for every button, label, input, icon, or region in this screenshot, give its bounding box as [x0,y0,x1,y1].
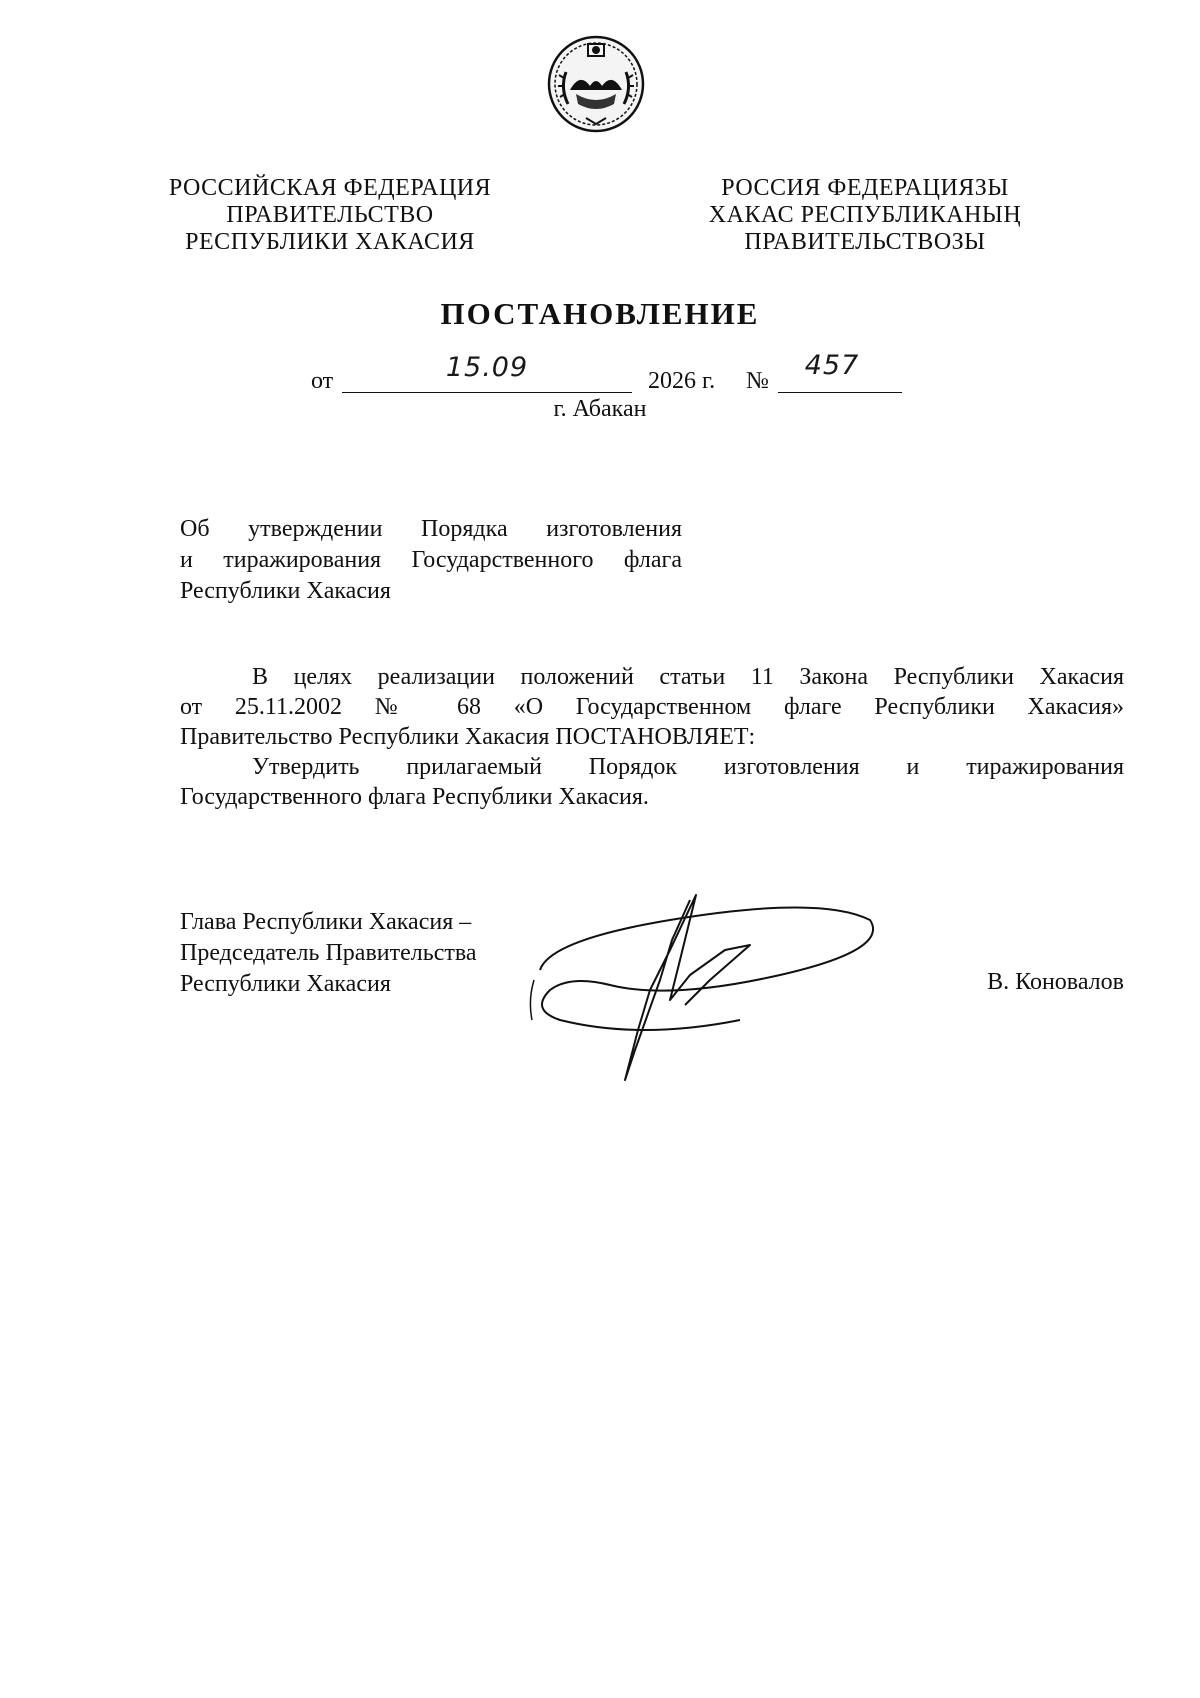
from-label: от [311,368,334,394]
header-left [150,175,510,256]
body-p2-line-2: Государственного флага Республики Хакасия. [180,784,649,810]
body-p1-line-3: Правительство Республики Хакасия ПОСТАНОВЛЯЕТ: [180,724,756,750]
header-left-line-1: РОССИЙСКАЯ ФЕДЕРАЦИЯ [168,175,492,201]
position-line-2: Председатель Правительства [180,940,477,966]
subject-line-2: и тиражирования Государственного флага [180,547,682,573]
subject-line-1: Об утверждении Порядка изготовления [180,516,682,542]
header-left-line-2: ПРАВИТЕЛЬСТВО [226,202,434,228]
subject [180,514,682,607]
year-label: 2026 г. [648,368,716,394]
body-p1-line-1: В целях реализации положений статьи 11 Закона Республики Хакасия [252,664,1124,690]
signatory-name: В. Коновалов [987,969,1124,995]
city: г. Абакан [553,396,647,422]
header-right [680,175,1050,256]
body-p2-line-1: Утвердить прилагаемый Порядок изготовления и тиражирования [252,754,1124,780]
header-right-line-1: РОССИЯ ФЕДЕРАЦИЯЗЫ [721,175,1009,201]
date-field [342,352,632,393]
document-body [180,662,1124,812]
body-p1-line-2: от 25.11.2002 № 68 «О Государственном флаге Республики Хакасия» [180,694,1124,720]
position-line-3: Республики Хакасия [180,971,391,997]
document-title: ПОСТАНОВЛЕНИЕ [440,296,760,331]
number-label: № [746,368,769,394]
handwritten-date: 15.09 [445,352,529,383]
header-right-line-2: ХАКАС РЕСПУБЛИКАНЫҢ [708,202,1022,228]
handwritten-signature [520,880,920,1090]
subject-line-3: Республики Хакасия [180,578,391,604]
number-field [778,350,902,393]
header-right-line-3: ПРАВИТЕЛЬСТВОЗЫ [744,229,986,255]
signatory-position [180,907,540,1000]
coat-of-arms-icon [546,32,646,136]
position-line-1: Глава Республики Хакасия – [180,909,472,935]
header-left-line-3: РЕСПУБЛИКИ ХАКАСИЯ [185,229,475,255]
handwritten-number: 457 [804,350,860,381]
